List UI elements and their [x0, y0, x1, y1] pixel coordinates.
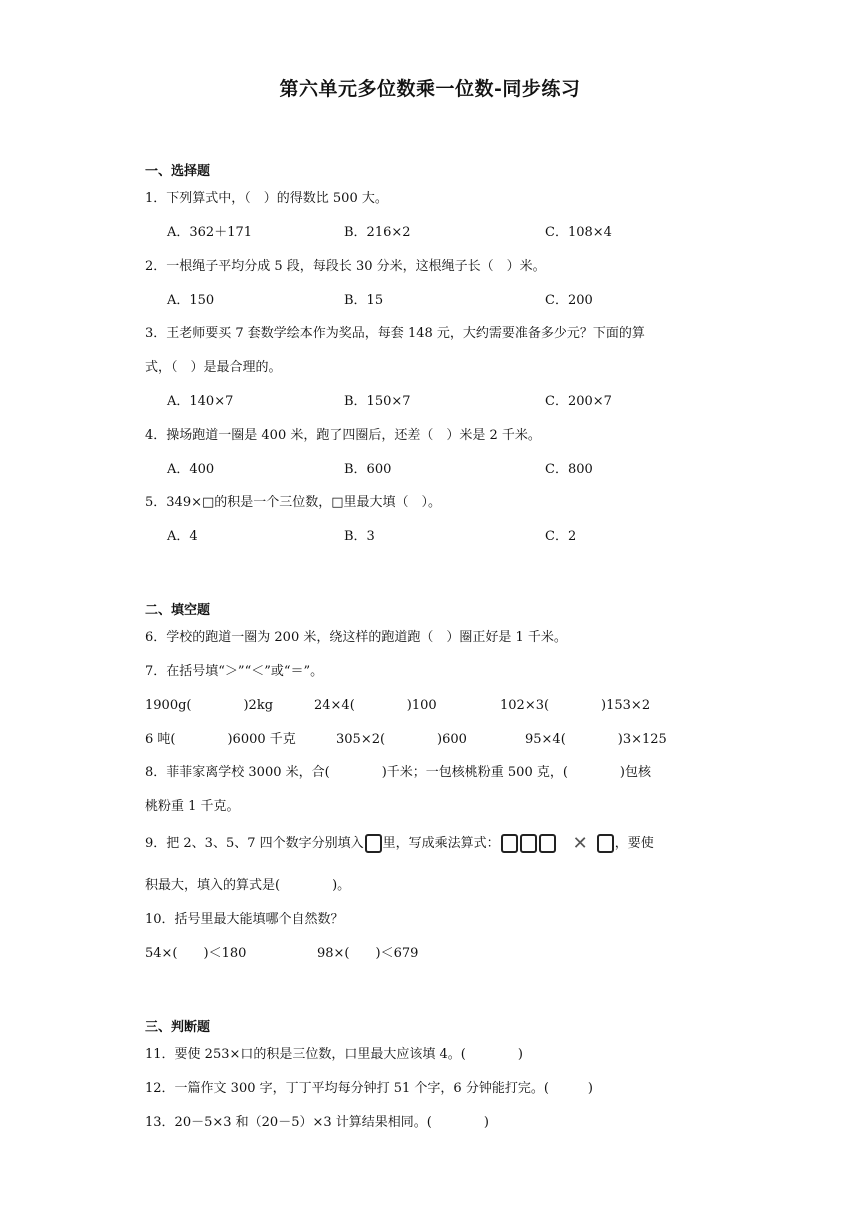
q3-option-a: A．140×7 — [167, 394, 234, 409]
q10-expr1: 54×( )＜180 — [145, 946, 247, 961]
blank-box — [597, 834, 614, 853]
q9-stem-line1 — [145, 832, 654, 854]
q3-stem-line1: 3．王老师要买 7 套数学绘本作为奖品，每套 148 元，大约需要准备多少元？下面的算 — [145, 326, 645, 341]
q7-row2-item3: 95×4( )3×125 — [525, 732, 667, 747]
q5-option-b: B．3 — [344, 529, 375, 544]
q3-stem-line2: 式，（ ）是最合理的。 — [145, 360, 282, 375]
q7-row1-item1: 1900g( )2kg — [145, 698, 274, 713]
blank-box — [520, 834, 537, 853]
q2-option-c: C．200 — [545, 293, 593, 308]
q7-stem: 7．在括号填“＞”“＜”或“＝”。 — [145, 664, 324, 679]
q1-option-b: B．216×2 — [344, 225, 411, 240]
q7-row1-item2: 24×4( )100 — [314, 698, 437, 713]
q7-row2-item2: 305×2( )600 — [336, 732, 467, 747]
q4-option-c: C．800 — [545, 462, 593, 477]
q4-stem: 4．操场跑道一圈是 400 米，跑了四圈后，还差（ ）米是 2 千米。 — [145, 428, 541, 443]
q2-stem: 2．一根绳子平均分成 5 段，每段长 30 分米，这根绳子长（ ）米。 — [145, 259, 546, 274]
page-title: 第六单元多位数乘一位数-同步练习 — [279, 78, 581, 100]
q6-stem: 6．学校的跑道一圈为 200 米，绕这样的跑道跑（ ）圈正好是 1 千米。 — [145, 630, 567, 645]
q10-stem: 10．括号里最大能填哪个自然数？ — [145, 912, 344, 927]
q4-option-b: B．600 — [344, 462, 392, 477]
multiply-icon: ✕ — [572, 833, 588, 854]
section-choice: 一、选择题 — [145, 164, 211, 179]
q5-option-c: C．2 — [545, 529, 577, 544]
blank-box — [501, 834, 518, 853]
q9-stem-line2: 积最大，填入的算式是( )。 — [145, 878, 351, 893]
q7-row2-item1: 6 吨( )6000 千克 — [145, 732, 296, 747]
q1-option-c: C．108×4 — [545, 225, 612, 240]
q3-option-c: C．200×7 — [545, 394, 612, 409]
q8-stem-line1: 8．菲菲家离学校 3000 米，合( )千米；一包核桃粉重 500 克，( )包核 — [145, 765, 651, 780]
q11-stem: 11．要使 253×口的积是三位数，口里最大应该填 4。( ) — [145, 1047, 523, 1062]
q9-text-part2: 里，写成乘法算式： — [382, 836, 500, 851]
q9-text-part1: 9．把 2、3、5、7 四个数字分别填入 — [145, 836, 364, 851]
q1-stem: 1．下列算式中，（ ）的得数比 500 大。 — [145, 191, 388, 206]
q13-stem: 13．20－5×3 和（20－5）×3 计算结果相同。( ) — [145, 1115, 489, 1130]
q7-row1-item3: 102×3( )153×2 — [500, 698, 651, 713]
blank-box — [365, 834, 382, 853]
q5-option-a: A．4 — [167, 529, 198, 544]
q2-option-a: A．150 — [167, 293, 215, 308]
q3-option-b: B．150×7 — [344, 394, 411, 409]
section-fill: 二、填空题 — [145, 603, 211, 618]
q2-option-b: B．15 — [344, 293, 384, 308]
q9-text-part3: ，要使 — [614, 836, 654, 851]
q10-expr2: 98×( )＜679 — [317, 946, 419, 961]
q1-option-a: A．362＋171 — [167, 225, 253, 240]
q8-stem-line2: 桃粉重 1 千克。 — [145, 799, 240, 814]
blank-box — [539, 834, 556, 853]
section-judge: 三、判断题 — [145, 1020, 211, 1035]
q4-option-a: A．400 — [167, 462, 215, 477]
q5-stem: 5．349×□的积是一个三位数，□里最大填（ ）。 — [145, 495, 442, 510]
q12-stem: 12．一篇作文 300 字，丁丁平均每分钟打 51 个字，6 分钟能打完。( ) — [145, 1081, 593, 1096]
